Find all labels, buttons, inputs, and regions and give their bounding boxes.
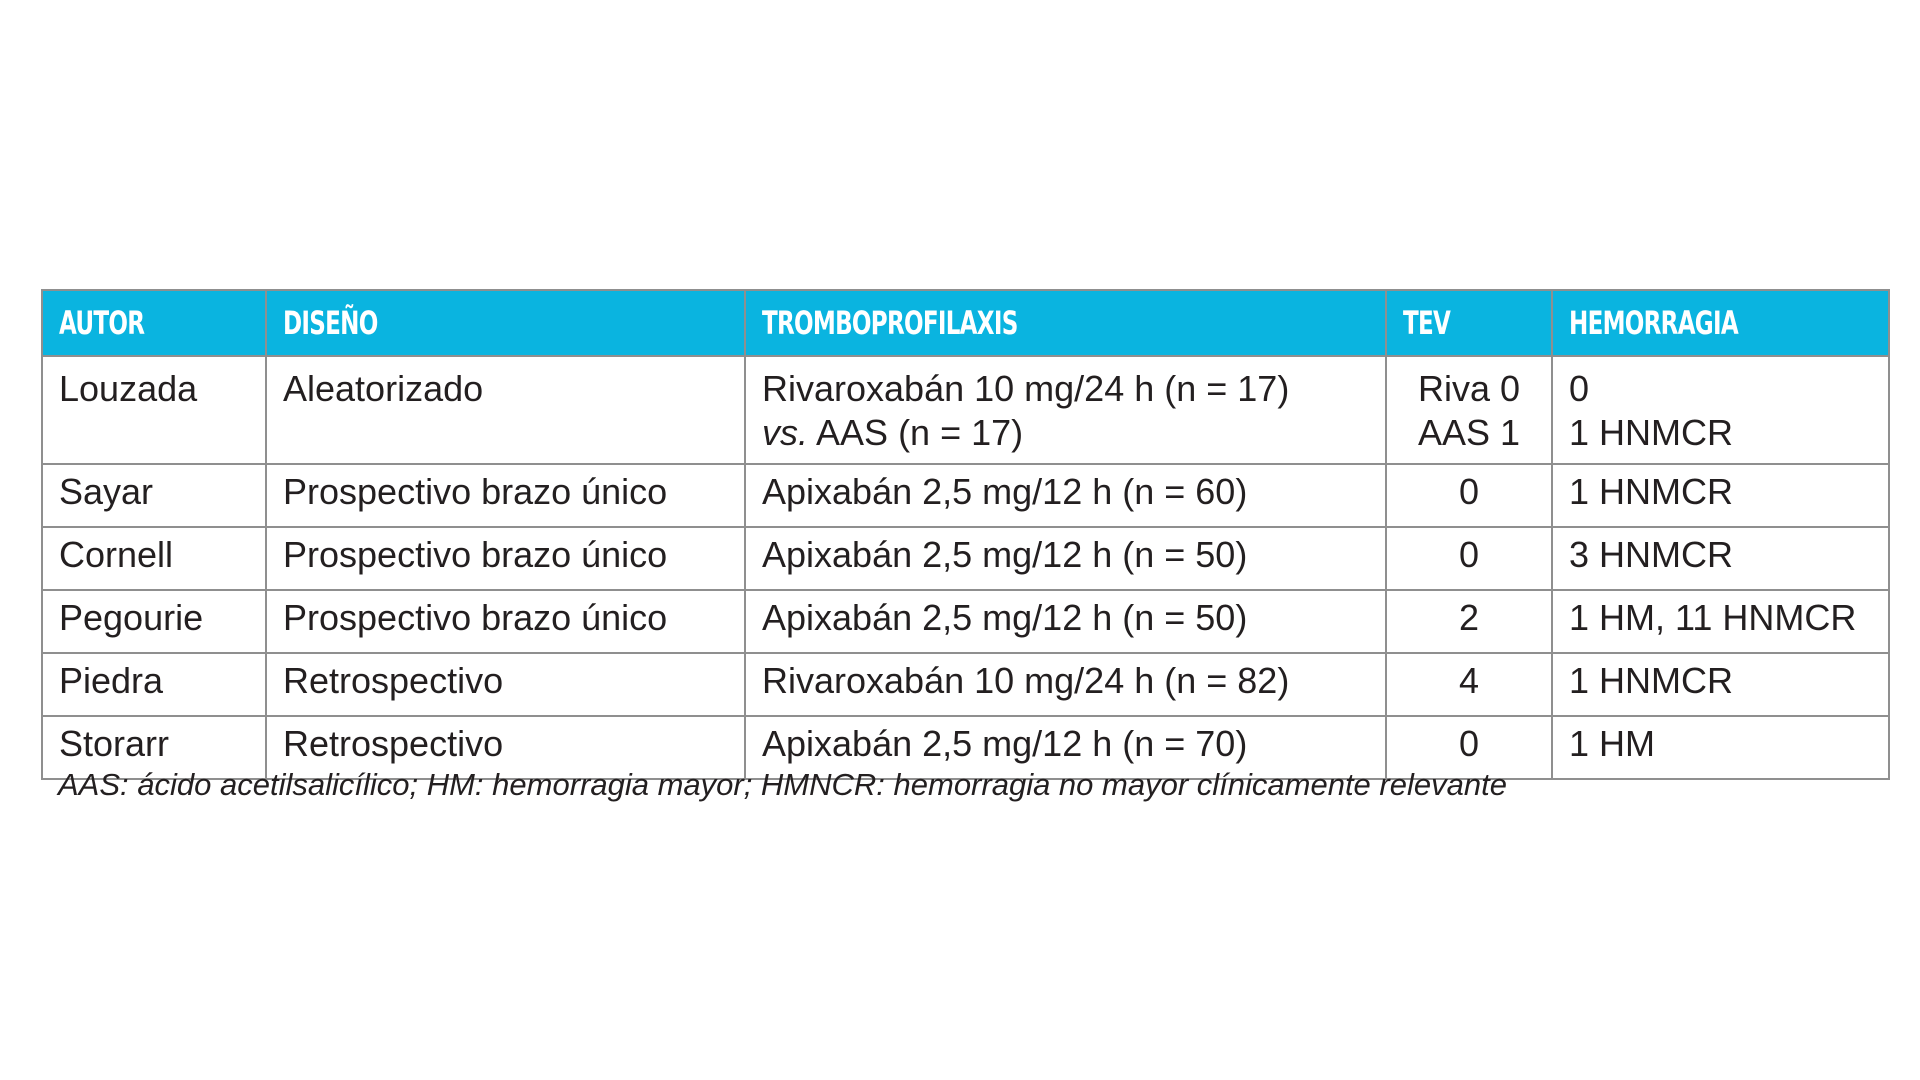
vs-label: vs.	[762, 412, 809, 453]
cell-tromboprofilaxis-line2	[762, 411, 1385, 455]
cell-tev: 0	[1386, 464, 1552, 527]
table-body	[42, 356, 1889, 779]
cell-tev: 4	[1386, 653, 1552, 716]
cell-diseno: Prospectivo brazo único	[266, 590, 745, 653]
cell-hemorragia-line2: 1 HNMCR	[1569, 412, 1734, 453]
cell-tromboprofilaxis: Apixabán 2,5 mg/12 h (n = 50)	[745, 527, 1386, 590]
cell-diseno: Prospectivo brazo único	[266, 464, 745, 527]
cell-hemorragia-line1: 0	[1569, 368, 1590, 409]
cell-autor: Cornell	[42, 527, 266, 590]
cell-hemorragia: 1 HNMCR	[1552, 653, 1889, 716]
cell-tromboprofilaxis: Apixabán 2,5 mg/12 h (n = 50)	[745, 590, 1386, 653]
study-table-container	[41, 289, 1888, 780]
cell-hemorragia: 1 HNMCR	[1552, 464, 1889, 527]
column-header-tev: TEV	[1386, 290, 1552, 356]
cell-hemorragia	[1552, 356, 1889, 464]
cell-tev: 0	[1386, 716, 1552, 779]
column-header-hemorragia: HEMORRAGIA	[1552, 290, 1889, 356]
cell-tev: 2	[1386, 590, 1552, 653]
cell-tromboprofilaxis: Apixabán 2,5 mg/12 h (n = 70)	[745, 716, 1386, 779]
table-row	[42, 653, 1889, 716]
table-header	[42, 290, 1889, 356]
cell-tromboprofilaxis-line2-rest: AAS (n = 17)	[808, 412, 1024, 453]
column-header-tromboprofilaxis: TROMBOPROFILAXIS	[745, 290, 1386, 356]
column-header-diseno: DISEÑO	[266, 290, 745, 356]
cell-autor: Louzada	[42, 356, 266, 464]
cell-tev: 0	[1386, 527, 1552, 590]
cell-diseno: Retrospectivo	[266, 716, 745, 779]
cell-autor: Sayar	[42, 464, 266, 527]
table-footnote: AAS: ácido acetilsalicílico; HM: hemorragia mayor; HMNCR: hemorragia no mayor clínicamente relevante	[58, 767, 1507, 802]
table-row	[42, 356, 1889, 464]
study-table	[41, 289, 1890, 780]
table-row	[42, 590, 1889, 653]
cell-autor: Pegourie	[42, 590, 266, 653]
cell-tromboprofilaxis: Apixabán 2,5 mg/12 h (n = 60)	[745, 464, 1386, 527]
cell-diseno: Prospectivo brazo único	[266, 527, 745, 590]
cell-tev	[1386, 356, 1552, 464]
cell-tromboprofilaxis: Rivaroxabán 10 mg/24 h (n = 82)	[745, 653, 1386, 716]
header-row	[42, 290, 1889, 356]
cell-diseno: Retrospectivo	[266, 653, 745, 716]
table-row	[42, 464, 1889, 527]
cell-autor: Storarr	[42, 716, 266, 779]
column-header-autor: AUTOR	[42, 290, 266, 356]
cell-tromboprofilaxis-line1: Rivaroxabán 10 mg/24 h (n = 17)	[762, 368, 1290, 409]
cell-tromboprofilaxis	[745, 356, 1386, 464]
cell-diseno: Aleatorizado	[266, 356, 745, 464]
cell-tev-line1: Riva 0	[1417, 368, 1521, 409]
cell-autor: Piedra	[42, 653, 266, 716]
cell-hemorragia: 3 HNMCR	[1552, 527, 1889, 590]
table-row	[42, 527, 1889, 590]
cell-tev-line2: AAS 1	[1417, 412, 1521, 453]
cell-hemorragia: 1 HM	[1552, 716, 1889, 779]
cell-hemorragia: 1 HM, 11 HNMCR	[1552, 590, 1889, 653]
